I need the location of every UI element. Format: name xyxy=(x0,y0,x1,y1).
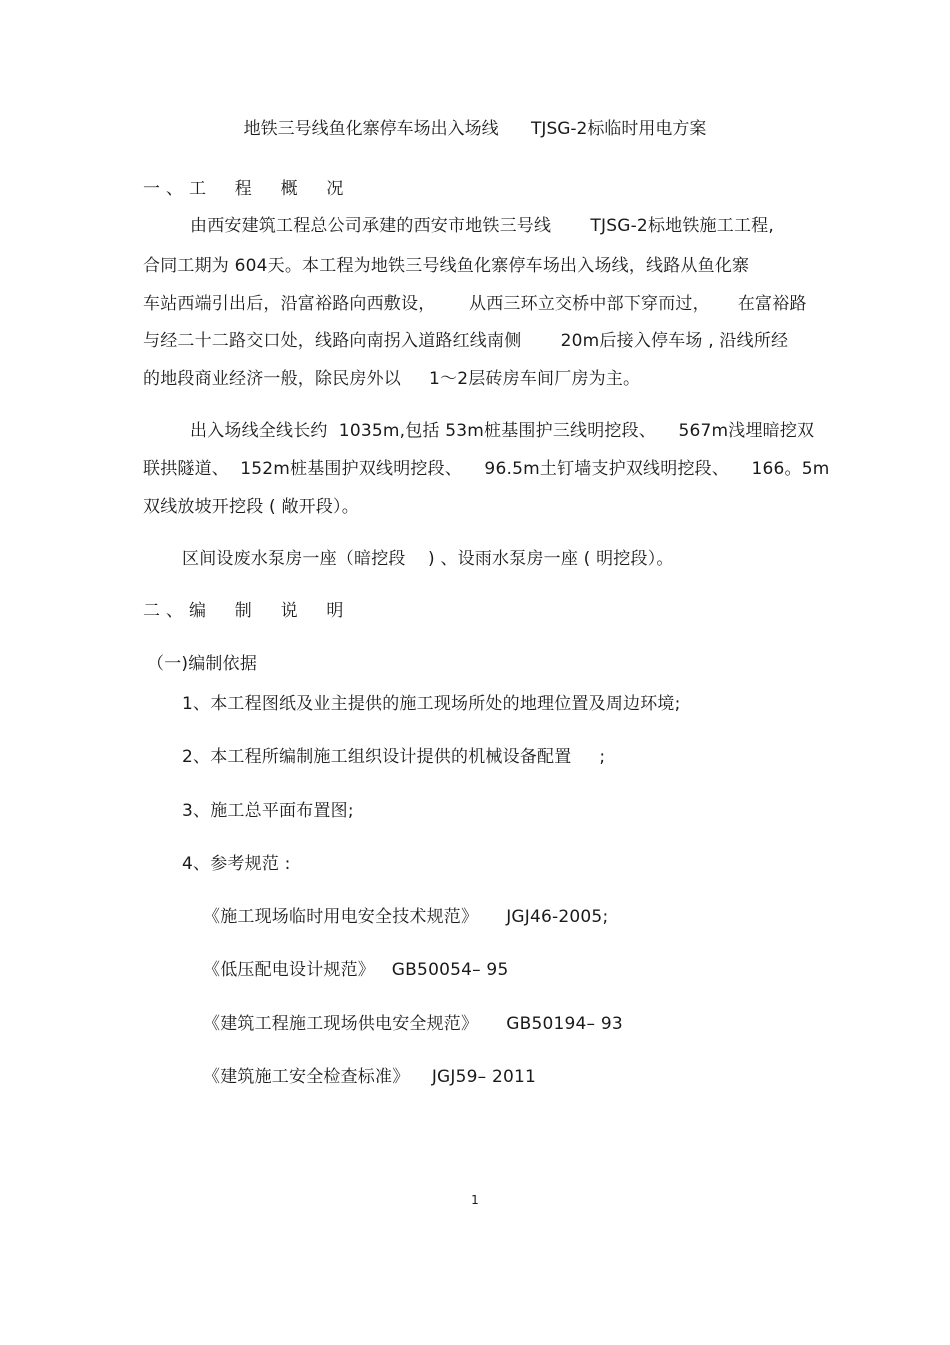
section1-para1-line5: 的地段商业经济一般，除民房外以 1～2层砖房车间厂房为主。 xyxy=(143,369,641,389)
section1-para2-line2: 联拱隧道、 152m桩基围护双线明挖段、 96.5m土钉墙支护双线明挖段、 166。5m xyxy=(143,459,830,479)
section1-para2-line3: 双线放坡开挖段 ( 敞开段）。 xyxy=(143,497,359,517)
section1-heading: 一、工 程 概 况 xyxy=(143,179,350,199)
reference-item-4: 《建筑施工安全检查标准》 JGJ59– 2011 xyxy=(203,1067,537,1087)
basis-item-3: 3、施工总平面布置图; xyxy=(182,801,354,821)
section1-para2-line1: 出入场线全线长约 1035m,包括 53m桩基围护三线明挖段、 567m浅埋暗挖双 xyxy=(190,421,815,441)
basis-item-1: 1、本工程图纸及业主提供的施工现场所处的地理位置及周边环境; xyxy=(182,694,681,714)
section1-para1-line2: 合同工期为 604天。本工程为地铁三号线鱼化寨停车场出入场线，线路从鱼化寨 xyxy=(143,256,750,276)
document-title: 地铁三号线鱼化寨停车场出入场线 TJSG-2标临时用电方案 xyxy=(243,119,707,139)
section2-heading: 二、编 制 说 明 xyxy=(143,601,350,621)
section2-subheading: （一)编制依据 xyxy=(147,654,258,674)
section1-para1-line3: 车站西端引出后，沿富裕路向西敷设， 从西三环立交桥中部下穿而过， 在富裕路 xyxy=(143,294,807,314)
reference-item-1: 《施工现场临时用电安全技术规范》 JGJ46-2005; xyxy=(203,907,609,927)
page-number: 1 xyxy=(471,1193,479,1207)
reference-item-2: 《低压配电设计规范》 GB50054– 95 xyxy=(203,960,509,980)
reference-item-3: 《建筑工程施工现场供电安全规范》 GB50194– 93 xyxy=(203,1014,623,1034)
basis-item-2: 2、本工程所编制施工组织设计提供的机械设备配置 ; xyxy=(182,747,606,767)
section1-para1-line1: 由西安建筑工程总公司承建的西安市地铁三号线 TJSG-2标地铁施工工程, xyxy=(190,216,774,236)
section1-para1-line4: 与经二十二路交口处，线路向南拐入道路红线南侧 20m后接入停车场 , 沿线所经 xyxy=(143,331,789,351)
section1-para3: 区间设废水泵房一座（暗挖段 ) 、设雨水泵房一座 ( 明挖段）。 xyxy=(182,549,674,569)
basis-item-4: 4、参考规范 : xyxy=(182,854,291,874)
